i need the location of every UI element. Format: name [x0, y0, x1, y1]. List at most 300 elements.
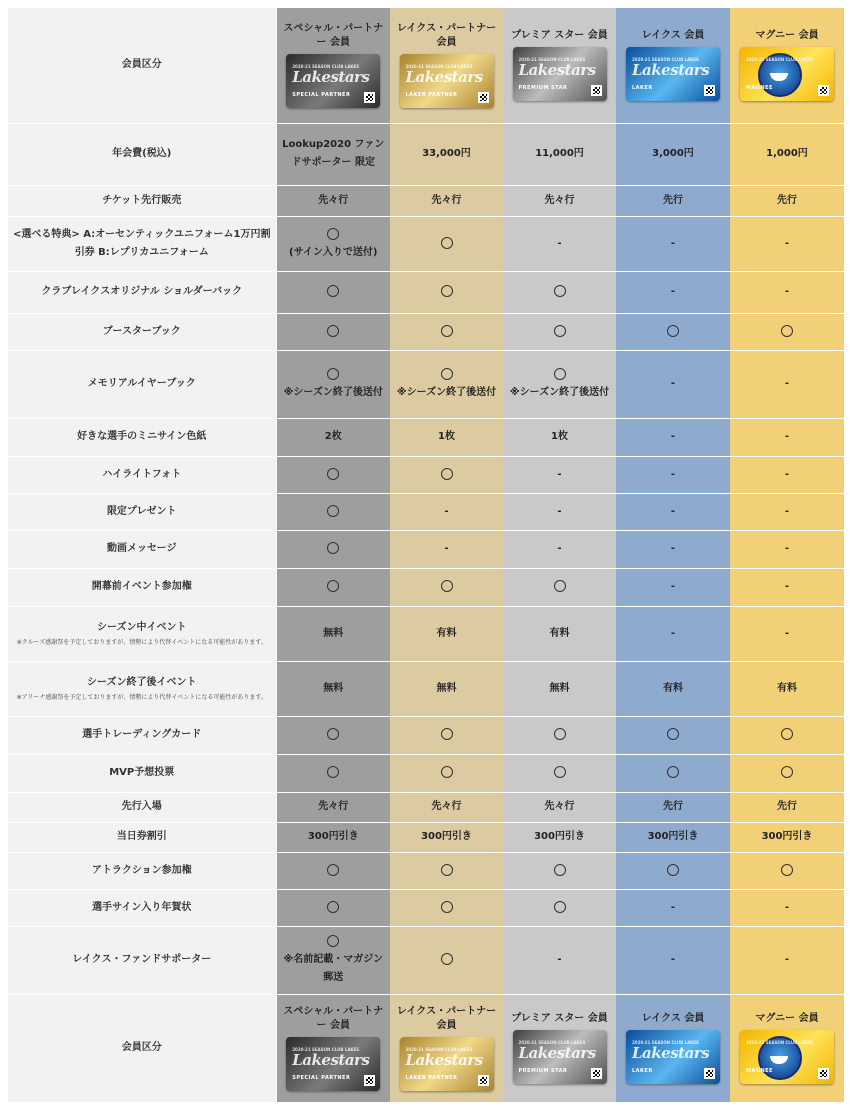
circle-mark-icon — [327, 285, 339, 297]
row-label — [8, 754, 276, 792]
cell-value: 3,000円 — [652, 148, 694, 159]
cell-value: 先行 — [777, 801, 797, 812]
cell-value: 無料 — [323, 682, 344, 694]
card-tier-label: PREMIUM STAR — [518, 85, 568, 92]
table-cell — [730, 661, 844, 716]
table-cell — [390, 889, 503, 926]
column-header-0 — [276, 994, 390, 1102]
table-cell — [503, 350, 616, 418]
row-label-text: チケット先行販売 — [102, 194, 182, 206]
cell-value: - — [784, 237, 790, 249]
table-cell — [616, 350, 730, 418]
table-cell — [503, 754, 616, 792]
circle-mark-icon — [327, 935, 339, 947]
table-row — [8, 822, 844, 852]
card-season-text: 2020-21 SEASON CLUB LAKES — [292, 1047, 360, 1052]
table-cell — [390, 313, 503, 350]
cell-value: - — [784, 627, 790, 639]
membership-table — [8, 8, 844, 1103]
row-label — [8, 926, 276, 994]
row-label-text: 限定プレゼント — [106, 505, 177, 517]
cell-value: - — [670, 468, 676, 480]
row-label — [8, 418, 276, 456]
row-label — [8, 123, 276, 185]
row-label-text: 好きな選手のミニサイン色紙 — [77, 431, 207, 442]
table-cell — [276, 716, 390, 754]
circle-mark-icon — [667, 864, 679, 876]
circle-mark-icon — [781, 728, 793, 740]
card-season-text: 2020-21 SEASON CLUB LAKES — [746, 1040, 813, 1045]
circle-mark-icon — [441, 580, 453, 592]
table-cell — [503, 606, 616, 661]
table-cell — [616, 271, 730, 313]
footer-header-row — [8, 994, 844, 1102]
cell-value: - — [670, 237, 676, 249]
circle-mark-icon — [327, 228, 339, 240]
cell-value: - — [784, 954, 790, 965]
circle-mark-icon — [781, 864, 793, 876]
circle-mark-icon — [441, 864, 453, 876]
column-group-label: 会員区分 — [8, 8, 276, 123]
column-header-2 — [503, 994, 616, 1102]
table-cell — [390, 792, 503, 822]
table-cell — [503, 216, 616, 271]
table-cell — [503, 926, 616, 994]
table-cell — [390, 271, 503, 313]
qr-code-icon — [704, 1068, 715, 1079]
table-cell — [503, 716, 616, 754]
table-cell — [616, 754, 730, 792]
row-label-text: ハイライトフォト — [102, 468, 182, 480]
circle-mark-icon — [327, 901, 339, 913]
row-note: ※クルーズ感謝祭を予定しておりますが、情勢により代替イベントになる可能性があります。 — [16, 638, 267, 646]
column-header-2 — [503, 8, 616, 123]
column-group-label: 会員区分 — [8, 994, 276, 1102]
membership-card-image — [286, 1037, 380, 1091]
row-label — [8, 493, 276, 530]
table-cell — [616, 530, 730, 568]
table-cell — [276, 822, 390, 852]
circle-mark-icon — [781, 766, 793, 778]
table-cell — [276, 661, 390, 716]
card-season-text: 2020-21 SEASON CLUB LAKES — [405, 64, 473, 70]
table-cell — [730, 889, 844, 926]
table-cell — [616, 456, 730, 493]
circle-mark-icon — [441, 728, 453, 740]
card-brand-logo: Lakestars — [405, 68, 483, 87]
qr-code-icon — [818, 1068, 829, 1079]
table-cell — [390, 822, 503, 852]
table-cell — [503, 456, 616, 493]
circle-mark-icon — [327, 542, 339, 554]
cell-value: - — [784, 378, 790, 389]
cell-value: - — [670, 378, 676, 389]
cell-value: - — [670, 505, 676, 517]
membership-comparison — [8, 8, 844, 1103]
cell-value: 無料 — [436, 682, 457, 694]
circle-mark-icon — [327, 368, 339, 380]
cell-value: - — [557, 543, 562, 554]
circle-mark-icon — [327, 505, 339, 517]
membership-name: スペシャル・パートナー 会員 — [283, 23, 384, 49]
circle-mark-icon — [441, 285, 453, 297]
table-cell — [616, 926, 730, 994]
cell-value: - — [784, 505, 790, 517]
cell-value: 先々行 — [431, 801, 462, 812]
table-cell — [730, 456, 844, 493]
card-tier-label: LAKER — [632, 85, 653, 92]
cell-value: 先々行 — [544, 801, 575, 812]
cell-value: - — [784, 431, 790, 442]
membership-name: マグニー 会員 — [755, 30, 819, 42]
row-label — [8, 216, 276, 271]
cell-value: 先々行 — [431, 194, 462, 206]
column-header-1 — [390, 8, 503, 123]
table-row — [8, 661, 844, 716]
row-label — [8, 716, 276, 754]
membership-name: スペシャル・パートナー 会員 — [283, 1006, 384, 1031]
row-note: ※アリーナ感謝祭を予定しておりますが、情勢により代替イベントになる可能性があります。 — [16, 693, 267, 701]
membership-card-image — [286, 54, 380, 108]
table-row — [8, 185, 844, 216]
circle-mark-icon — [327, 580, 339, 592]
row-label — [8, 271, 276, 313]
qr-code-icon — [591, 1068, 602, 1079]
table-cell — [276, 185, 390, 216]
card-season-text: 2020-21 SEASON CLUB LAKES — [405, 1047, 473, 1052]
table-row — [8, 123, 844, 185]
table-cell — [730, 716, 844, 754]
table-row — [8, 852, 844, 889]
cell-value: ※シーズン終了後送付 — [509, 387, 610, 398]
card-season-text: 2020-21 SEASON CLUB LAKES — [292, 64, 360, 70]
table-cell — [276, 606, 390, 661]
circle-mark-icon — [554, 766, 566, 778]
card-brand-logo: Lakestars — [518, 1044, 596, 1062]
card-tier-label: PREMIUM STAR — [518, 1068, 568, 1074]
circle-mark-icon — [327, 766, 339, 778]
table-cell — [616, 716, 730, 754]
table-row — [8, 313, 844, 350]
table-row — [8, 754, 844, 792]
table-cell — [276, 568, 390, 606]
card-brand-logo: Lakestars — [405, 1051, 483, 1069]
qr-code-icon — [478, 92, 489, 103]
row-label — [8, 530, 276, 568]
table-cell — [730, 350, 844, 418]
membership-card-image — [740, 1030, 834, 1084]
row-label-text: 開幕前イベント参加権 — [91, 581, 192, 592]
circle-mark-icon — [554, 728, 566, 740]
table-cell — [616, 792, 730, 822]
card-tier-label: LAKER — [632, 1068, 653, 1074]
row-label-text: アトラクション参加権 — [91, 864, 192, 876]
cell-value: 300円引き — [421, 831, 472, 842]
table-cell — [276, 792, 390, 822]
card-season-text: 2020-21 SEASON CLUB LAKES — [632, 1040, 699, 1045]
table-row — [8, 350, 844, 418]
row-label-text: 年会費(税込) — [112, 148, 172, 159]
table-cell — [276, 493, 390, 530]
header-row — [8, 8, 844, 123]
table-cell — [390, 530, 503, 568]
membership-card-image — [400, 54, 494, 108]
table-cell — [616, 313, 730, 350]
cell-value: 先々行 — [318, 801, 349, 812]
qr-code-icon — [364, 92, 375, 103]
circle-mark-icon — [667, 325, 679, 337]
circle-mark-icon — [441, 325, 453, 337]
column-header-0 — [276, 8, 390, 123]
table-cell — [730, 271, 844, 313]
row-label-text: ブースターブック — [102, 325, 181, 337]
table-row — [8, 271, 844, 313]
column-header-4 — [730, 8, 844, 123]
table-cell — [730, 792, 844, 822]
table-cell — [276, 852, 390, 889]
cell-value: - — [670, 627, 676, 639]
table-cell — [276, 123, 390, 185]
cell-value: - — [557, 505, 562, 517]
cell-value: - — [557, 954, 562, 965]
membership-name: プレミア スター 会員 — [511, 1013, 608, 1024]
table-row — [8, 456, 844, 493]
table-cell — [730, 418, 844, 456]
table-cell — [390, 418, 503, 456]
cell-value: - — [557, 237, 562, 249]
cell-value: 先々行 — [318, 194, 349, 206]
row-label-text: 先行入場 — [121, 801, 162, 812]
table-cell — [276, 350, 390, 418]
row-label-text: シーズン中イベント — [97, 621, 187, 633]
circle-mark-icon — [327, 864, 339, 876]
circle-mark-icon — [327, 468, 339, 480]
table-cell — [276, 530, 390, 568]
membership-card-image — [400, 1037, 494, 1091]
cell-value: - — [670, 901, 676, 913]
row-label-text: レイクス・ファンドサポーター — [72, 954, 212, 965]
membership-name: マグニー 会員 — [755, 1013, 819, 1024]
membership-card-image — [513, 47, 607, 101]
circle-mark-icon — [441, 468, 453, 480]
cell-value: (サイン入りで送付) — [289, 246, 378, 258]
table-cell — [730, 493, 844, 530]
card-season-text: 2020-21 SEASON CLUB LAKES — [632, 57, 699, 63]
table-cell — [276, 889, 390, 926]
row-label — [8, 792, 276, 822]
cell-value: 1枚 — [438, 431, 455, 442]
table-cell — [730, 926, 844, 994]
table-cell — [390, 716, 503, 754]
table-cell — [390, 661, 503, 716]
circle-mark-icon — [667, 728, 679, 740]
table-cell — [616, 852, 730, 889]
cell-value: - — [670, 286, 676, 297]
table-row — [8, 792, 844, 822]
circle-mark-icon — [441, 766, 453, 778]
table-cell — [390, 754, 503, 792]
cell-value: 300円引き — [647, 831, 699, 842]
cell-value: 無料 — [549, 682, 570, 694]
table-cell — [276, 754, 390, 792]
table-cell — [390, 216, 503, 271]
column-header-3 — [616, 994, 730, 1102]
table-cell — [730, 606, 844, 661]
qr-code-icon — [704, 85, 715, 96]
table-cell — [390, 456, 503, 493]
row-label — [8, 606, 276, 661]
cell-value: - — [784, 286, 790, 297]
cell-value: 先行 — [663, 194, 683, 206]
row-label — [8, 852, 276, 889]
table-cell — [503, 852, 616, 889]
table-cell — [276, 418, 390, 456]
cell-value: 1枚 — [551, 431, 568, 442]
table-row — [8, 216, 844, 271]
table-cell — [503, 889, 616, 926]
column-header-4 — [730, 994, 844, 1102]
row-label-text: シーズン終了後イベント — [87, 676, 197, 688]
row-label-text: メモリアルイヤーブック — [87, 378, 196, 389]
membership-card-image — [626, 1030, 720, 1084]
table-cell — [390, 926, 503, 994]
table-cell — [503, 123, 616, 185]
table-cell — [503, 313, 616, 350]
cell-value: - — [784, 468, 790, 480]
cell-value: - — [670, 954, 676, 965]
membership-name: レイクス・パートナー 会員 — [396, 23, 497, 49]
card-brand-logo: Lakestars — [292, 1051, 370, 1069]
cell-value: ※シーズン終了後送付 — [283, 387, 383, 398]
table-cell — [730, 822, 844, 852]
table-cell — [276, 216, 390, 271]
qr-code-icon — [364, 1075, 375, 1086]
circle-mark-icon — [441, 368, 453, 380]
table-cell — [503, 418, 616, 456]
row-label-text: 選手サイン入り年賀状 — [92, 901, 192, 913]
cell-value: ※シーズン終了後送付 — [396, 387, 497, 398]
row-label — [8, 889, 276, 926]
table-row — [8, 493, 844, 530]
card-season-text: 2020-21 SEASON CLUB LAKES — [746, 57, 813, 63]
table-cell — [503, 185, 616, 216]
row-label-text: <選べる特典> A:オーセンティックユニフォーム1万円割引券 B:レプリカユニフォーム — [13, 228, 271, 258]
cell-value: 300円引き — [307, 831, 359, 842]
circle-mark-icon — [554, 580, 566, 592]
table-cell — [390, 852, 503, 889]
table-cell — [730, 216, 844, 271]
table-row — [8, 889, 844, 926]
column-header-3 — [616, 8, 730, 123]
membership-name: レイクス 会員 — [641, 30, 705, 42]
table-cell — [503, 822, 616, 852]
table-row — [8, 568, 844, 606]
table-cell — [616, 418, 730, 456]
card-tier-label: MAGNEE — [746, 85, 773, 92]
card-season-text: 2020-21 SEASON CLUB LAKES — [518, 1040, 586, 1045]
table-body — [8, 8, 844, 1102]
table-row — [8, 418, 844, 456]
card-brand-logo: Lakestars — [292, 68, 370, 87]
circle-mark-icon — [554, 864, 566, 876]
card-brand-logo: Lakestars — [518, 61, 596, 80]
membership-card-image — [513, 1030, 607, 1084]
membership-name: プレミア スター 会員 — [511, 30, 608, 42]
table-cell — [503, 792, 616, 822]
table-cell — [503, 530, 616, 568]
cell-value: 先行 — [663, 801, 683, 812]
cell-value: - — [784, 901, 790, 913]
table-cell — [730, 313, 844, 350]
circle-mark-icon — [554, 285, 566, 297]
card-tier-label: MAGNEE — [746, 1068, 773, 1074]
cell-value: - — [670, 431, 676, 442]
table-cell — [616, 123, 730, 185]
row-label — [8, 661, 276, 716]
cell-value: Lookup2020 ファンドサポーター 限定 — [282, 139, 385, 168]
card-season-text: 2020-21 SEASON CLUB LAKES — [518, 57, 586, 63]
table-cell — [730, 852, 844, 889]
table-cell — [616, 822, 730, 852]
card-brand-logo: Lakestars — [632, 61, 710, 80]
table-cell — [390, 568, 503, 606]
table-cell — [616, 661, 730, 716]
card-brand-logo: Lakestars — [632, 1044, 710, 1062]
circle-mark-icon — [554, 368, 566, 380]
circle-mark-icon — [554, 325, 566, 337]
cell-value: - — [444, 505, 449, 517]
table-row — [8, 716, 844, 754]
circle-mark-icon — [441, 953, 453, 965]
table-cell — [503, 493, 616, 530]
table-cell — [503, 568, 616, 606]
qr-code-icon — [818, 85, 829, 96]
circle-mark-icon — [667, 766, 679, 778]
table-cell — [390, 350, 503, 418]
qr-code-icon — [591, 85, 602, 96]
table-cell — [503, 661, 616, 716]
cell-value: 無料 — [323, 627, 344, 639]
membership-card-image — [740, 47, 834, 101]
table-cell — [730, 185, 844, 216]
circle-mark-icon — [554, 901, 566, 913]
table-cell — [730, 123, 844, 185]
row-label — [8, 350, 276, 418]
cell-value: 有料 — [663, 682, 683, 694]
row-label — [8, 313, 276, 350]
table-row — [8, 606, 844, 661]
row-label — [8, 822, 276, 852]
membership-name: レイクス・パートナー 会員 — [396, 1006, 497, 1031]
row-label — [8, 456, 276, 493]
membership-name: レイクス 会員 — [641, 1013, 705, 1024]
table-row — [8, 530, 844, 568]
row-label-text: 当日券割引 — [116, 831, 167, 842]
cell-value: 先行 — [777, 194, 797, 206]
cell-value: - — [557, 468, 562, 480]
row-label-text: 動画メッセージ — [107, 543, 177, 554]
cell-value: 11,000円 — [535, 148, 584, 159]
cell-value: 先々行 — [544, 194, 575, 206]
membership-card-image — [626, 47, 720, 101]
table-cell — [730, 568, 844, 606]
table-cell — [276, 271, 390, 313]
table-cell — [390, 123, 503, 185]
cell-value: - — [784, 581, 790, 592]
qr-code-icon — [478, 1075, 489, 1086]
table-cell — [616, 568, 730, 606]
table-cell — [616, 216, 730, 271]
